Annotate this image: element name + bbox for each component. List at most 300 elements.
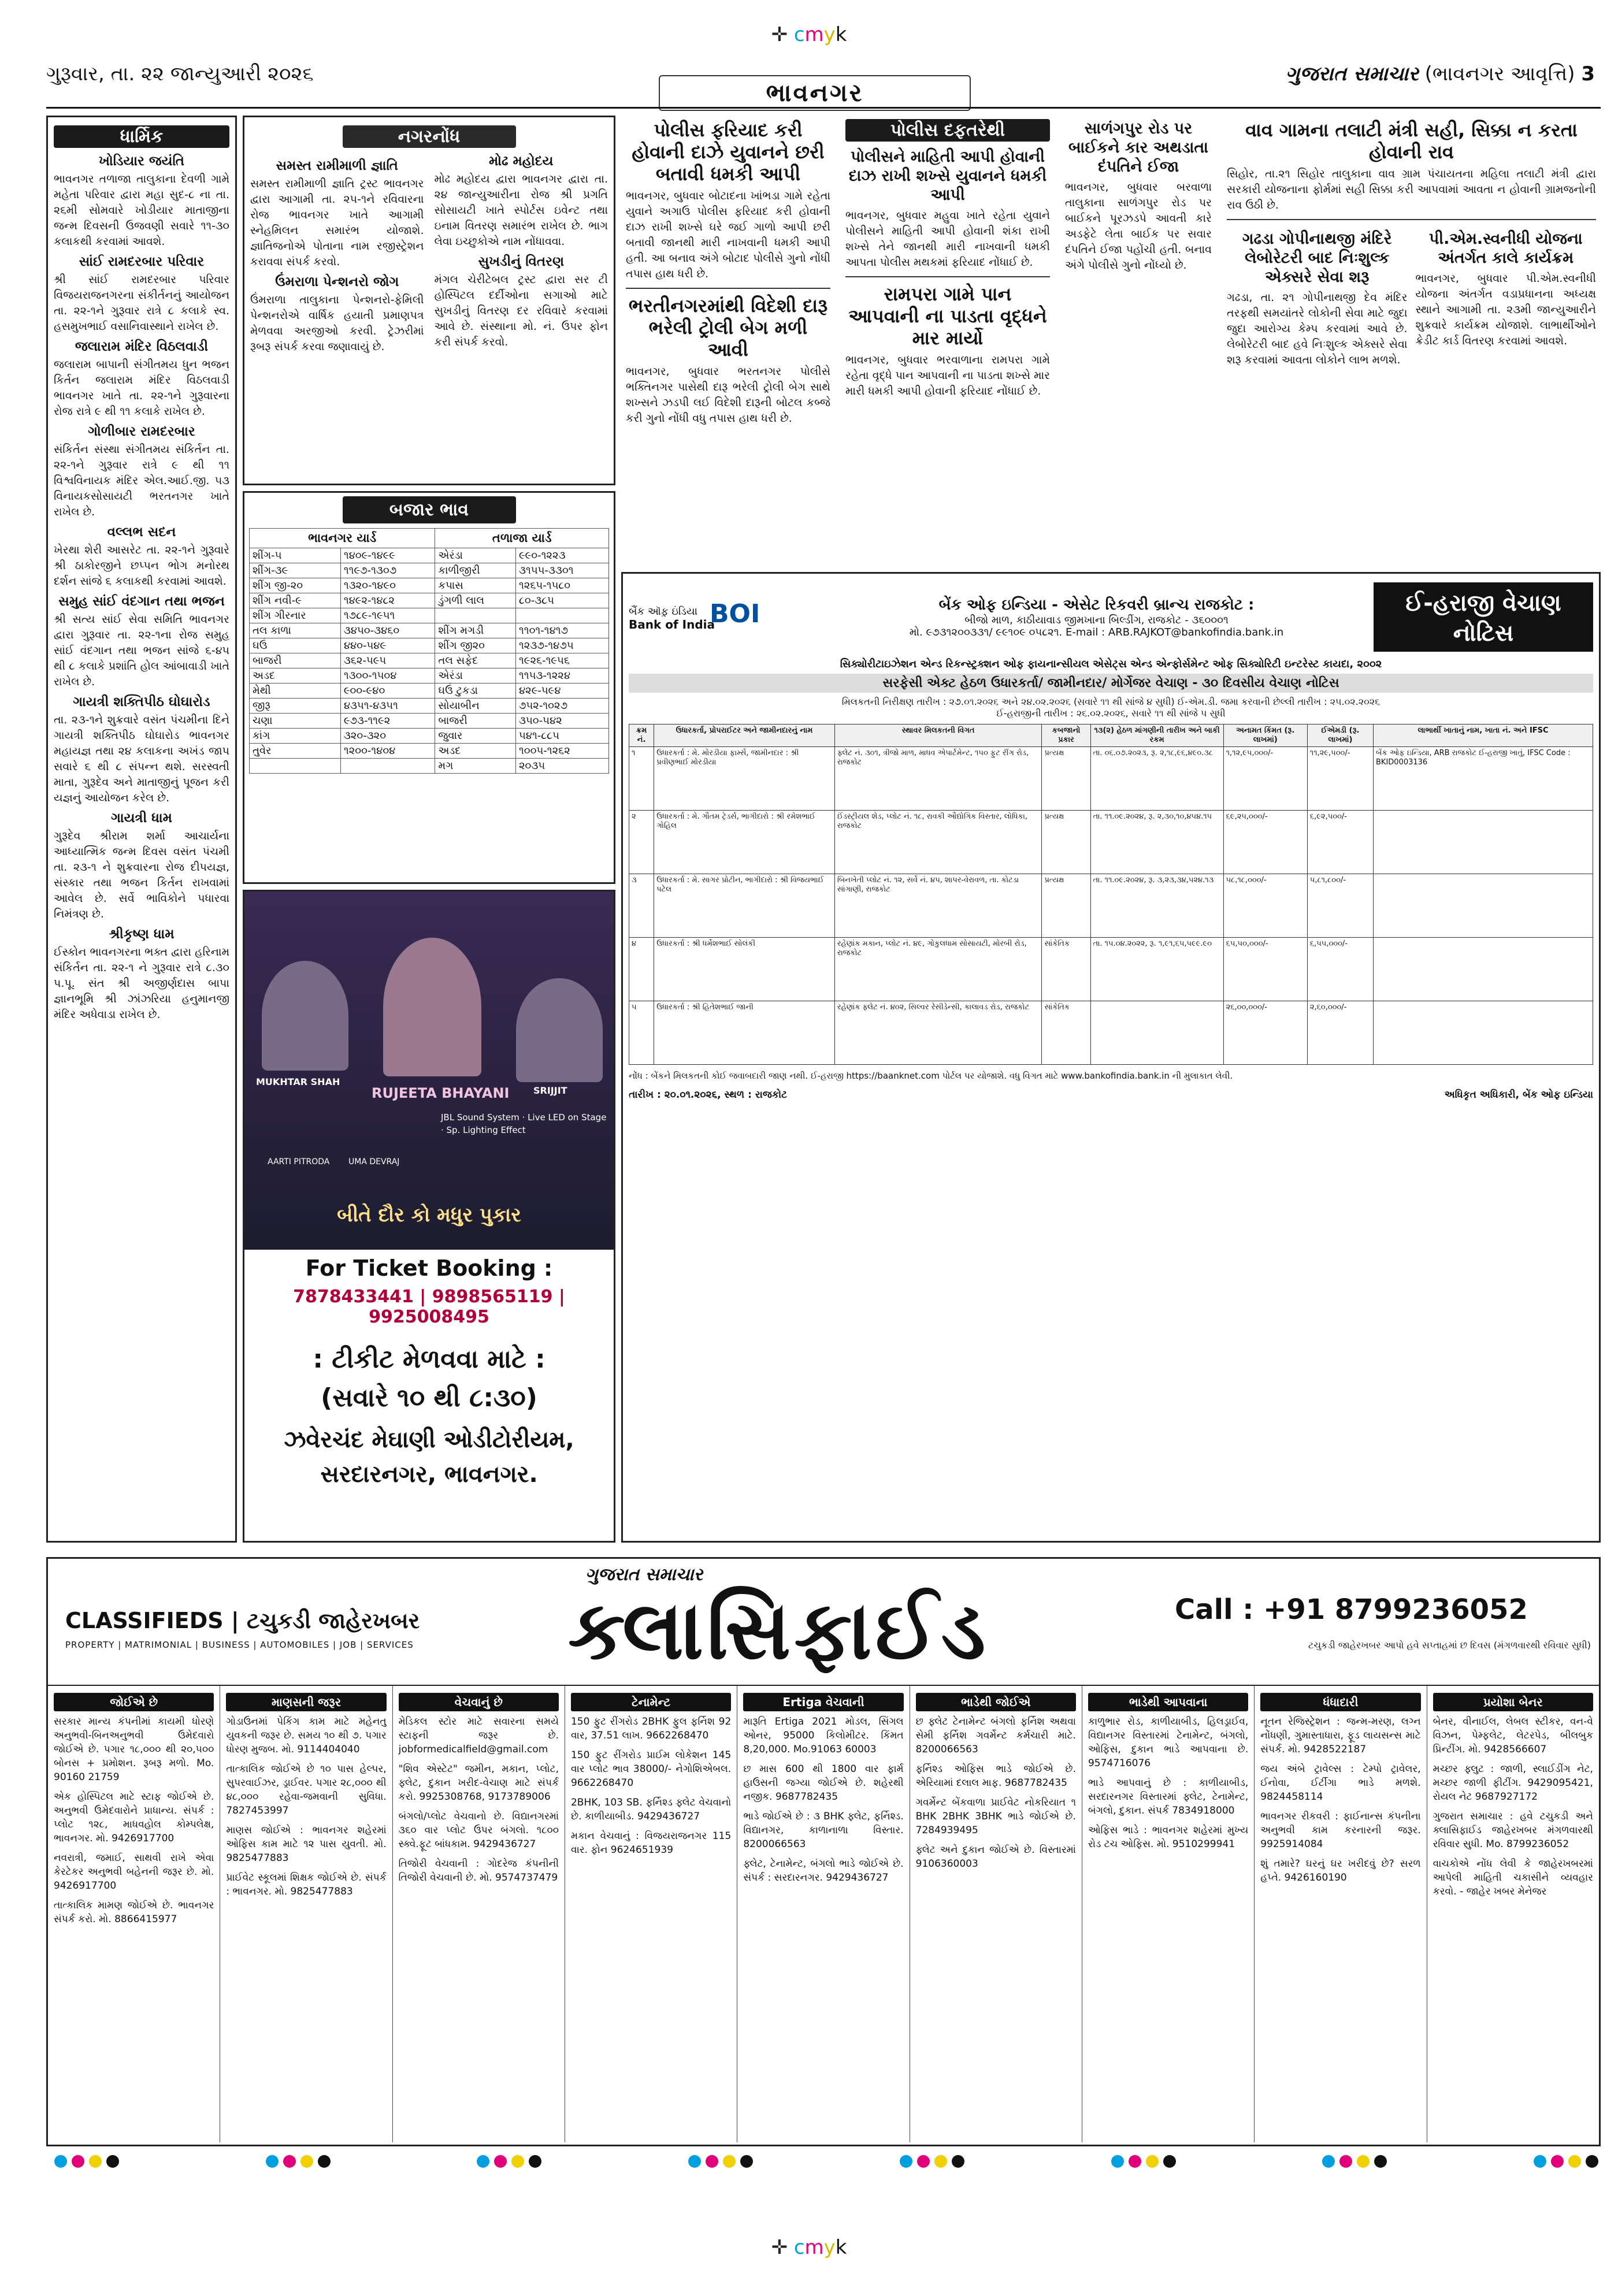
classified-column (910, 1686, 1082, 2142)
story-body: ગઢડા, તા. ૨૧ ગોપીનાથજી દેવ મંદિર તરફથી સમયાંતરે લોકોની સેવા માટે જુદા જુદા આરોગ્ય કેમ્પ કરવામાં આવે છે. લેબોરેટરી બાદ હવે નિઃશુલ્ક એક્સરે સેવા શરૂ કરવામાં આવતા લોકોને લાભ મળશે. (1227, 291, 1408, 366)
boi-table-head (629, 725, 1593, 747)
classified-heading: ધંધાદારી (1260, 1693, 1420, 1711)
nagarnondh-title: સુખડીનું વિતરણ (478, 254, 565, 269)
dot (1163, 2155, 1176, 2168)
dot (494, 2155, 507, 2168)
commodity-name: બાજરી (435, 714, 516, 729)
color-dots (264, 2155, 333, 2170)
boi-notice (621, 572, 1601, 1543)
market-row (250, 638, 609, 653)
commodity-price: ૩૨૦-૩૨૦ (340, 729, 435, 744)
boi-logo-en: Bank of India (629, 618, 715, 631)
story-body: ભાવનગર, બુધવાર પી.એમ.સ્વનીધી યોજના અંતર્ગત વડાપ્રધાનના અધ્યક્ષ સ્થાને આગામી તા. ૨૩મી જાન્યુઆરીને શુક્રવારે કાર્યક્રમ યોજાશે. લાભાર્થીઓને ક્રેડીટ કાર્ડ વિતરણ કરવામાં આવશે. (1415, 272, 1596, 347)
classifieds-title: CLASSIFIEDS | ટચુકડી જાહેરખબર (65, 1608, 420, 1633)
classified-heading: જોઈએ છે (54, 1693, 214, 1711)
market-row (250, 729, 609, 744)
commodity-price: ૩૫૦-૫૪૨ (515, 714, 608, 729)
commodity-name: શીંગ જી-૨૦ (250, 578, 341, 593)
classifieds (46, 1557, 1601, 2146)
story-body: સિહોર, તા.૨૧ સિહોર તાલુકાના વાવ ગ્રામ પંચાયતના મહિલા તલાટી મંત્રી દ્વારા સરકારી યોજનાના ફોર્મમાં સહી સિક્કા કરી આપવામાં આવતા ન હોવાની ગ્રામજનોની રાવ ઉઠી છે. (1227, 168, 1596, 211)
boi-address: બીજો માળ, કાઠીયાવાડ જીમખાના બિલ્ડીંગ, રાજકોટ - ૩૬૦૦૦૧ (964, 614, 1229, 626)
dot (511, 2155, 524, 2168)
boi-header (629, 579, 1593, 655)
classified-ad: શું તમારે? ઘરનું ઘર ખરીદવું છે? સરળ હપ્તે. 9426160190 (1260, 1858, 1421, 1883)
story-body: ભાવનગર, બુધવાર બોટાદના ખાંભડા ગામે રહેતા યુવાને અગાઉ પોલીસ ફરિયાદ કરી હોવાની દાઝ રાખી શખ્સે ઘરે જઈ ગાળો આપી છરી બતાવી જાનથી મારી નાખવાની ધમકી આપી હતી. આ બનાવ અંગે બોટાદ પોલીસે ગુનો નોંધી તપાસ હાથ ધરી છે. (626, 190, 830, 280)
commodity-price: ૧૧૦૧-૧૪૧૭ (515, 623, 608, 638)
boi-cell: ૪ (629, 938, 654, 1001)
ticket-time: (સવારે ૧૦ થી ૮:૩૦) (321, 1383, 537, 1413)
story-headline: ભરતીનગરમાંથી વિદેશી દારૂ ભરેલી ટ્રોલી બેગ મળી આવી (628, 295, 828, 361)
commodity-name: કપાસ (435, 578, 516, 593)
ticket-phones: 7878433441 | 9898565119 | 9925008495 (293, 1287, 565, 1327)
commodity-price: ૧૦૦૫-૧૨૬૨ (515, 744, 608, 759)
classified-ad: ગોડાઉનમાં પેકિંગ કામ માટે મહેનતુ યુવકની જરૂર છે. સમય ૧૦ થી ૭. પગાર ધોરણ મુજબ. મો. 9114404040 (226, 1716, 387, 1755)
commodity-price: ૧૪૯૨-૧૪૮૨ (340, 593, 435, 608)
classified-column (220, 1686, 392, 2142)
classified-heading: પ્રયોશા બેનર (1433, 1693, 1593, 1711)
classified-ad: મેડિકલ સ્ટોર માટે સવારના સમયે સ્ટાફની જરૂર છે. jobformedicalfield@gmail.com (398, 1716, 559, 1755)
commodity-name: એરંડા (435, 548, 516, 563)
ticket-line: : ટીકીટ મેળવવા માટે : (313, 1344, 545, 1374)
story-headline: વાવ ગામના તલાટી મંત્રી સહી, સિક્કા ન કરતા હોવાની રાવ (1245, 119, 1578, 163)
boi-cell: સાંકેતિક (1042, 938, 1090, 1001)
story-headline: ગઢડા ગોપીનાથજી મંદિરે લેબોરેટરી બાદ નિઃશુલ્ક એક્સરે સેવા શરૂ (1242, 230, 1392, 286)
boi-cell: તા. ૦૬.૦૭.૨૦૨૩, રૂ. ૨,૧૮,૯૬,૪૯૦.૩૮ (1090, 747, 1223, 811)
classified-heading: ભાડેથી આપવાના (1088, 1693, 1248, 1711)
dharmik-body: તા. ૨૩-૧ને શુક્રવારે વસંત પંચમીના દિને ગાયત્રી શક્તિપીઠ ઘોઘારોડ ભાવનગર મહાયજ્ઞ તથા ૨૪ કલાકના અખંડ જાપ સવારે ૬ થી ૮ સંપન્ન થશે. સરસ્વતી માતા, ગુરૂદેવ અને માતાજીનું પૂજન કરી યજ્ઞનું આયોજન કરેલ છે. (54, 714, 229, 804)
boi-cell (1090, 1001, 1223, 1065)
commodity-name: તલ સફેદ (435, 653, 516, 668)
dot (917, 2155, 930, 2168)
market-row (250, 759, 609, 774)
boi-cell: ઈંડસ્ટ્રીયલ શેડ, પ્લોટ નં. ૧૮, રાવકી ઔદ્યોગિક વિસ્તાર, લોધિકા, રાજકોટ (834, 811, 1042, 874)
registration-top (711, 23, 907, 46)
reg-c: c (793, 23, 805, 46)
boi-column-header: ૧૩(૨) હેઠળ માંગણીની તારીખ અને બાકી રકમ (1090, 725, 1223, 747)
boi-cell: ૨,૬૦,૦૦૦/- (1307, 1001, 1373, 1065)
classifieds-columns (48, 1686, 1599, 2142)
dot (1111, 2155, 1124, 2168)
boi-cell: રહેણાંક મકાન, પ્લોટ નં. ૪૯, ગોકુલધામ સોસાયટી, મોરબી રોડ, રાજકોટ (834, 938, 1042, 1001)
boi-row (629, 747, 1593, 811)
boi-cell (1374, 874, 1593, 938)
nagarnondh-body: મંગલ ચેરીટેબલ ટ્રસ્ટ દ્વારા સર ટી હોસ્પિટલ દર્દીઓના સગાઓ માટે સુખડીનું વિતરણ દર રવિવારે કરવામાં આવે છે. સંસ્થાના મો. નં. ઉપર ફોન કરી સંપર્ક કરવો. (434, 273, 608, 348)
boi-column-header: ઉધારકર્તા, પ્રોપરાઈટર અને જામીનદારનું નામ (654, 725, 835, 747)
section-title: ભાવનગર (659, 75, 971, 111)
color-dots (897, 2155, 967, 2170)
story-headline: પી.એમ.સ્વનીધી યોજના અંતર્ગત કાલે કાર્યક્રમ (1428, 230, 1583, 267)
boi-auction: ઈ-હરાજીની તારીખ : ૨૬.૦૨.૨૦૨૬, સવારે ૧૧ થી સાંજે ૫ સુધી (996, 708, 1226, 719)
edition: (ભાવનગર આવૃત્તિ) (1424, 62, 1575, 86)
story-headline: પોલીસ ફરિયાદ કરી હોવાની દાઝે યુવાનને છરી બતાવી ધમકી આપી (632, 119, 825, 185)
commodity-name: બાજરી (250, 653, 341, 668)
commodity-price: ૧૨૦૦-૧૪૦૪ (340, 744, 435, 759)
commodity-name: શીંગ નવી-૯ (250, 593, 341, 608)
classifieds-header (48, 1559, 1599, 1686)
boi-address-block (819, 596, 1374, 638)
classified-ad: "શિવ એસ્ટેટ" જમીન, મકાન, પ્લોટ, ફ્લેટ, દુકાન ખરીદ-વેચાણ માટે સંપર્ક કરો. 9925308768, 9173789006 (398, 1763, 559, 1803)
nagarnondh-body: સમસ્ત રામીમાળી જ્ઞાતિ ટ્રસ્ટ ભાવનગર દ્વારા આગામી તા. ૨૫-૧ને રવિવારના રોજ ભાવનગર ખાતે આગામી સ્નેહમિલન સમારંભ યોજાશે. જ્ઞાતિજનોએ પોતાના નામ રજીસ્ટ્રેશન કરાવવા સંપર્ક કરવો. (250, 177, 424, 268)
dharmik-body: સંકિર્તન સંસ્થા સંગીતમય સંકિર્તન તા. ૨૨-૧ને ગુરૂવાર રાત્રે ૯ થી ૧૧ વિશ્વવિનાયક મંદિર એલ.આઈ.જી. ૫૩ વિનાયકસોસાયટી ભરતનગર ખાતે રાખેલ છે. (54, 443, 229, 518)
commodity-name: સોયાબીન (435, 699, 516, 714)
commodity-price: ૨૦૩૫ (515, 759, 608, 774)
classifieds-masthead: ગુજરાત સમાચાર (585, 1565, 703, 1585)
color-bar (52, 2155, 1601, 2170)
market-row (250, 744, 609, 759)
market-rows (250, 548, 609, 774)
classified-heading: ભાડેથી જોઈએ (916, 1693, 1076, 1711)
artist-name: RUJEETA BHAYANI (372, 1085, 510, 1101)
dot (477, 2155, 489, 2168)
classified-column (48, 1686, 220, 2142)
commodity-name: તલ કાળા (250, 623, 341, 638)
classified-heading: ટેનામેન્ટ (571, 1693, 731, 1711)
dot (1339, 2155, 1352, 2168)
boi-cell: ૧૧,૨૯,૫૦૦/- (1307, 747, 1373, 811)
crosshair-icon: ✛ (771, 2236, 788, 2259)
color-dots (686, 2155, 755, 2170)
commodity-name: તુવેર (250, 744, 341, 759)
boi-cell: ૨ (629, 811, 654, 874)
dharmik-body: શ્રી સાંઈ રામદરબાર પરિવાર વિજયરાજનગરના સંકીર્તનનું આયોજન તા. ૨૨-૧ને ગુરૂવાર રાત્રે ૮ કલાકે સ્વ. હસમુખભાઈ વસાનિવાસ્થાને રાખેલ છે. (54, 273, 229, 333)
boi-cell: પ્રત્યક્ષ (1042, 811, 1090, 874)
story-headline: પોલીસને માહિતી આપી હોવાની દાઝ રાખી શખ્સે યુવાનને ધમકી આપી (848, 148, 1047, 204)
story-body: ભાવનગર, બુધવાર ભરતનગર પોલીસે ભક્તિનગર પાસેથી દારૂ ભરેલી ટ્રોલી બેગ સાથે શખ્સને ઝડપી લઈ વિદેશી દારૂની બોટલ કબ્જે કરી ગુનો નોંધી વધુ તપાસ હાથ ધરી છે. (626, 365, 830, 425)
boi-cell: તા. ૧૧.૦૯.૨૦૨૪, રૂ. ૨,૩૦,૧૦,૪૫૪.૧૫ (1090, 811, 1223, 874)
boi-cell: ઉધારકર્તા : મે. મોરડીયા ફાર્મ્સ, જામીનદાર : શ્રી પ્રવીણભાઈ મોરડીયા (654, 747, 835, 811)
dharmik-title: ગાયત્રી ધામ (111, 811, 172, 826)
header-divider (46, 107, 1601, 109)
dot (318, 2155, 331, 2168)
commodity-name: શીંગ-૩૯ (250, 563, 341, 578)
crosshair-icon: ✛ (771, 23, 788, 46)
boi-notice-title: ઈ-હરાજી વેચાણ નોટિસ (1374, 582, 1593, 652)
commodity-price: ૯૭૩-૧૧૯૨ (340, 714, 435, 729)
commodity-name: ઘઉં (250, 638, 341, 653)
market-row (250, 578, 609, 593)
classified-ad: બેનર, વીનાઈલ, લેબલ સ્ટીકર, વન-વે વિઝન, પેમ્ફલેટ, લેટરપેડ, બીલબુક પ્રિન્ટીંગ. મો. 9428566607 (1433, 1716, 1593, 1755)
color-dots (1320, 2155, 1389, 2170)
classified-ad: ગુજરાત સમાચાર : હવે ટચુકડી અને ક્લાસિફાઈડ જાહેરખબર મંગળવારથી રવિવાર સુધી. Mo. 8799236052 (1433, 1811, 1593, 1850)
boi-row (629, 938, 1593, 1001)
nagarnondh-columns (250, 154, 608, 355)
boi-subtitle: સરફેસી એક્ટ હેઠળ ઉધારકર્તા/ જામીનદાર/ મોર્ગેજર વેચાણ - ૩૦ દિવસીય વેચાણ નોટિસ (629, 674, 1593, 693)
boi-cell (1374, 811, 1593, 874)
boi-cell: ઉધારકર્તા : મે. સાગર પ્રોટીન, ભાગીદારો : શ્રી વિજયભાઈ પટેલ (654, 874, 835, 938)
classified-ad: 150 ફુટ રીંગરોડ પ્રાઈમ લોકેશન 145 વાર પ્લોટ ભાવ 38000/- નેગોશિએબલ. 9662268470 (570, 1749, 732, 1789)
classified-ad: તાત્કાલિક મામણ જોઈએ છે. ભાવનગર સંપર્ક કરો. મો. 8866415977 (54, 1900, 214, 1925)
boi-cell: સાંકેતિક (1042, 1001, 1090, 1065)
boi-cell: ૫,૮૧,૮૦૦/- (1307, 874, 1373, 938)
commodity-name: ચણા (250, 714, 341, 729)
classified-column (1427, 1686, 1599, 2142)
ticket-venue: ઝવેરચંદ મેઘાણી ઓડીટોરીયમ, (284, 1426, 574, 1453)
commodity-price: ૯૯૦-૧૨૨૩ (515, 548, 608, 563)
classified-column (737, 1686, 909, 2142)
artist-photo (383, 938, 481, 1076)
boi-cell: ફ્લેટ નં. ૩૦૧, ત્રીજો માળ, માધવ એપાર્ટમેન્ટ, ૧૫૦ ફુટ રીંગ રોડ, રાજકોટ (834, 747, 1042, 811)
classified-column (1082, 1686, 1254, 2142)
market-row (250, 623, 609, 638)
boi-table-body (629, 747, 1593, 1065)
market-table (249, 528, 609, 774)
commodity-name: એરંડા (435, 668, 516, 683)
market-row (250, 593, 609, 608)
boi-column-header: કબજાનો પ્રકાર (1042, 725, 1090, 747)
classified-ad: નવરાત્રી, જમાઈ, સાથવી રાખે એવા કેરટેકર અનુભવી બહેનની જરૂર છે. મો. 9426917700 (54, 1852, 214, 1892)
classified-ad: કાળુભાર રોડ, કાળીયાબીડ, હિલડ્રાઈવ, વિદ્યાનગર વિસ્તારમાં ટેનામેન્ટ, બંગલો, ઓફિસ, દુકાન ભાડે આપવાના છે. 9574716076 (1088, 1716, 1249, 1769)
classified-column (1254, 1686, 1426, 2142)
boi-row (629, 874, 1593, 938)
artist-name: UMA DEVRAJ (348, 1157, 400, 1166)
boi-cell: ઉધારકર્તા : શ્રી ધર્મેશભાઈ સોલંકી (654, 938, 835, 1001)
classified-ad: પ્રાઈવેટ સ્કૂલમાં શિક્ષક જોઈએ છે. સંપર્ક : ભાવનગર. મો. 9825477883 (226, 1872, 387, 1897)
commodity-name: અડદ (435, 744, 516, 759)
boi-cell: ૬૫,૫૦,૦૦૦/- (1223, 938, 1307, 1001)
market-row (250, 653, 609, 668)
boi-inspection: મિલકતની નિરીક્ષણ તારીખ : ૨૭.૦૧.૨૦૨૬ અને ૨૪.૦૨.૨૦૨૬ (સવારે ૧૧ થી સાંજે ૪ સુધી) ઈ-એમ.ડી. જમા કરવાની છેલ્લી તારીખ : ૨૫.૦૨.૨૦૨૬ (841, 696, 1381, 707)
boi-column-header: સ્થાવર મિલકતની વિગત (834, 725, 1042, 747)
dot (740, 2155, 753, 2168)
boi-column-header: લાભાર્થી ખાતાનું નામ, ખાતા નં. અને IFSC (1374, 725, 1593, 747)
dot (1534, 2155, 1546, 2168)
police-heading: પોલીસ દફતરેથી (845, 119, 1050, 142)
divider (626, 288, 830, 289)
ticket-title: For Ticket Booking : (305, 1255, 553, 1281)
dot (1551, 2155, 1564, 2168)
market-row (250, 714, 609, 729)
story-column-2 (841, 116, 1055, 566)
market-row (250, 668, 609, 683)
dot (900, 2155, 912, 2168)
boi-cell: તા. ૧૧.૦૯.૨૦૨૪, રૂ. ૩,૨૩,૩૪,૫૨૪.૧૩ (1090, 874, 1223, 938)
registration-bottom (711, 2236, 907, 2259)
dharmik-title: સમુહ સાંઈ વંદગાન તથા ભજન (58, 594, 225, 609)
boi-cell: ઉધારકર્તા : મે. ગૌતમ ટ્રેડર્સ, ભાગીદારો : શ્રી રમેશભાઈ ગોહિલ (654, 811, 835, 874)
boi-cell: ૬૯,૨૫,૦૦૦/- (1223, 811, 1307, 874)
classified-ad: મકાન વેચવાનું : વિજયરાજનગર 115 વાર. ફોન 9624651939 (570, 1830, 732, 1856)
boi-cell: પ્રત્યક્ષ (1042, 747, 1090, 811)
classified-ad: માણસ જોઈએ : ભાવનગર શહેરમાં ઓફિસ કામ માટે ૧૨ પાસ યુવતી. મો. 9825477883 (226, 1825, 387, 1864)
boi-cell: રહેણાંક ફ્લેટ નં. ૪૦૨, સિલ્વર રેસીડેન્સી, કાલાવડ રોડ, રાજકોટ (834, 1001, 1042, 1065)
classified-ad: બંગલો/પ્લોટ વેચવાનો છે. વિદ્યાનગરમાં ૩૬૦ વાર પ્લોટ ઉપર બંગલો. ૧૮૦૦ સ્ક્વે.ફૂટ બાંધકામ. 9429436727 (398, 1811, 559, 1850)
dharmik-title: વલ્લભ સદન (107, 525, 176, 540)
boi-logo (629, 599, 819, 631)
classified-column (565, 1686, 737, 2142)
artist-photo (262, 961, 348, 1071)
dot (1357, 2155, 1370, 2168)
dot (529, 2155, 541, 2168)
dharmik-body: ખેરથા શેરી આસરેટ તા. ૨૨-૧ને ગુરૂવારે શ્રી ઠાકોરજીને છપ્પન ભોગ મનોરથ દર્શન સાંજે ૬ કલાકથી કરવામાં આવશે. (54, 544, 229, 588)
dharmik-column (46, 116, 237, 1543)
commodity-price (515, 608, 608, 623)
boi-cell: ૧,૧૨,૯૫,૦૦૦/- (1223, 747, 1307, 811)
dharmik-title: ગાયત્રી શક્તિપીઠ ઘોઘારોડ (73, 694, 210, 709)
artist-name: MUKHTAR SHAH (256, 1076, 340, 1087)
commodity-name: મેથી (250, 683, 341, 699)
boi-act: સિક્યોરીટાઇઝેશન એન્ડ રિકન્સ્ટ્રક્શન ઓફ ફાયનાન્સીયલ એસેટ્સ એન્ડ એન્ફોર્સમેન્ટ ઓફ સિક્યોરિટી ઇન્ટરેસ્ટ કાયદા, ૨૦૦૨ (840, 658, 1382, 670)
story-column-3 (1060, 116, 1216, 566)
commodity-price: ૫૪૧-૮૮૫ (515, 729, 608, 744)
market-row (250, 563, 609, 578)
boi-table (629, 724, 1593, 1065)
bajar-bhav-box (243, 491, 615, 884)
classifieds-big-title: ક્લાસિફાઈડ (568, 1584, 989, 1678)
boi-cell: ઉધારકર્તા : શ્રી હિતેશભાઈ જાની (654, 1001, 835, 1065)
yard-right-title: તળાજા યાર્ડ (435, 529, 609, 548)
commodity-price: ૩૪૫૦-૩૪૬૦ (340, 623, 435, 638)
dot (952, 2155, 964, 2168)
artist-name: SRIJJIT (533, 1085, 567, 1096)
dot (1322, 2155, 1335, 2168)
classified-ad: ફ્લેટ, ટેનામેન્ટ, બંગલો ભાડે જોઈએ છે. સંપર્ક : સરદારનગર. 9429436727 (743, 1858, 904, 1883)
dharmik-body: શ્રી સત્ય સાંઈ સેવા સમિતિ ભાવનગર દ્વારા ગુરૂવાર તા. ૨૨-૧ના રોજ સમુહ સાંઈ વંદગાન તથા ભજન સાંજે ૬-૪૫ થી ૮ કલાકે પ્રશાંતિ હોલ આંબાવાડી ખાતે રાખેલ છે. (54, 613, 229, 688)
classified-ad: તિજોરી વેચવાની : ગોદરેજ કંપનીની તિજોરી વેચવાની છે. મો. 9574737479 (398, 1858, 559, 1883)
commodity-name: ઘઉં ટુકડા (435, 683, 516, 699)
boi-cell: ૫૮,૧૮,૦૦૦/- (1223, 874, 1307, 938)
commodity-name: કાંગ (250, 729, 341, 744)
commodity-price: ૧૨૬૫-૧૫૮૦ (515, 578, 608, 593)
classified-ad: નૂતન રેજિસ્ટ્રેશન : જન્મ-મરણ, લગ્ન નોંધણી, ગુમાસ્તાધારા, ફૂડ લાયસન્સ માટે સંપર્ક. મો. 9428522187 (1260, 1716, 1421, 1755)
dot (54, 2155, 67, 2168)
dot (1374, 2155, 1387, 2168)
boi-column-header: ઈએમડી (રૂ. લાખમાં) (1307, 725, 1373, 747)
classifieds-call-note: ટચુકડી જાહેરખબર આપો હવે સપ્તાહમાં છ દિવસ (મંગળવારથી રવિવાર સુધી) (1308, 1640, 1591, 1651)
reg-c: c (793, 2236, 805, 2259)
commodity-name (250, 759, 341, 774)
event-tagline: બીતે દૌર કો મધુર પુકાર (337, 1203, 521, 1227)
story-block (1227, 226, 1408, 368)
market-row (250, 548, 609, 563)
dot (72, 2155, 84, 2168)
dharmik-title: શ્રીકૃષ્ણ ધામ (109, 927, 175, 942)
classified-heading: માણસની જરૂર (226, 1693, 386, 1711)
dharmik-body: જલારામ બાપાની સંગીતમય ધુન ભજન કિર્તન જલારામ મંદિર વિઠલવાડી ભાવનગર ખાતે તા. ૨૨-૧ને ગુરૂવારના રોજ રાત્રે ૯ થી ૧૧ કલાકે રાખેલ છે. (54, 358, 229, 418)
nagarnondh-title: મોઢ મહોદય (489, 154, 554, 169)
story-body: ભાવનગર, બુધવાર મહુવા ખાતે રહેતા યુવાને પોલીસને માહિતી આપી હોવાની શંકા રાખી શખ્સે તેને જાનથી મારી નાખવાની ધમકી આપતા પોલીસ મથકમાં ફરિયાદ નોંધાઈ છે. (845, 209, 1050, 269)
story-body: ભાવનગર, બુધવાર બરવાળા તાલુકાના સાળંગપુર રોડ પર બાઈકને પૂરઝડપે આવતી કારે અડફેટે લેતા બાઈક પર સવાર દંપતિને ઈજા પહોંચી હતી. બનાવ અંગે પોલીસે ગુનો નોંધ્યો છે. (1065, 181, 1212, 272)
commodity-price: ૧૩૦૦-૧૫૦૪ (340, 668, 435, 683)
classified-ad: ફ્લેટ અને દુકાન જોઈએ છે. વિસ્તારમાં 9106360003 (915, 1844, 1076, 1870)
boi-logo-abbr: BOI (710, 599, 760, 629)
story-block (1416, 226, 1597, 368)
nagarnondh-body: મોઢ મહોદય દ્વારા ભાવનગર દ્વારા તા. ૨૪ જાન્યુઆરીના રોજ શ્રી પ્રગતિ સોસાયટી ખાતે સ્પોર્ટસ ઇવેન્ટ તથા ઇનામ વિતરણ સમારંભ રાખેલ છે. ભાગ લેવા ઇચ્છુકોએ નામ નોંધાવવા. (434, 173, 608, 248)
classified-ad: 2BHK, 103 SB. ફર્નિશ્ડ ફ્લેટ વેચવાનો છે. કાળીયાબીડ. 9429436727 (570, 1797, 732, 1822)
boi-cell: બેંક ઓફ ઇન્ડિયા, ARB રાજકોટ ઈ-હરાજી ખાતું, IFSC Code : BKID0003136 (1374, 747, 1593, 811)
reg-m: m (804, 2236, 824, 2259)
commodity-price: ૪૪૦-૫૪૯ (340, 638, 435, 653)
color-dots (52, 2155, 121, 2170)
story-column-4 (1222, 116, 1601, 566)
commodity-price: ૮૦-૩૮૫ (515, 593, 608, 608)
classified-ad: ગવર્મેન્ટ બેંકવાળા પ્રાઈવેટ નોકરિયાત ૧ BHK 2BHK 3BHK ભાડે જોઈએ છે. 7284939495 (915, 1797, 1076, 1836)
commodity-name: શીંગ-૫ (250, 548, 341, 563)
classified-ad: વાચકોએ નોંધ લેવી કે જાહેરખબરમાં આપેલી માહિતી ચકાસીને વ્યવહાર કરવો. - જાહેર ખબર મેનેજર (1433, 1858, 1593, 1897)
boi-contact: મો. ૯૭૩૧૨૦૦૩૩૧/ ૯૯૧૦૯ ૦૫૮૨૧. E-mail : ARB.RAJKOT@bankofindia.bank.in (909, 626, 1284, 638)
dharmik-title: ખોડિયાર જયંતિ (99, 154, 184, 169)
commodity-price: ૭૫૨-૧૦૨૭ (515, 699, 608, 714)
divider (845, 276, 1050, 277)
boi-bank-name: બેંક ઓફ ઇન્ડિયા - એસેટ રિકવરી બ્રાન્ચ રાજકોટ : (938, 596, 1255, 614)
reg-k: k (835, 23, 847, 46)
page-date: ગુરૂવાર, તા. ૨૨ જાન્યુઆરી ૨૦૨૬ (46, 62, 314, 86)
boi-row (629, 1001, 1593, 1065)
classified-ad: ભાડે આપવાનું છે : કાળીયાબીડ, સરદારનગર વિસ્તારમાં ફ્લેટ, ટેનામેન્ટ, બંગલો, દુકાન. સંપર્ક 7834918000 (1088, 1777, 1249, 1816)
classified-ad: ભાવનગર રીકવરી : ફાઈનાન્સ કંપનીના અનુભવી કામ કરનારની જરૂર. 9925914084 (1260, 1811, 1421, 1850)
commodity-price: ૪૨૯-૫૯૪ (515, 683, 608, 699)
story-pair (1227, 226, 1596, 368)
commodity-price: ૩૧૫૫-૩૩૦૧ (515, 563, 608, 578)
nagarnondh-box (243, 116, 615, 485)
commodity-name: શીંગ જી૨૦ (435, 638, 516, 653)
event-ad (243, 890, 615, 1543)
reg-y: y (823, 23, 836, 46)
dharmik-title: સાંઈ રામદરબાર પરિવાર (79, 254, 205, 269)
boi-column-header: અનામત કિંમત (રૂ. લાખમાં) (1223, 725, 1307, 747)
classified-ad: તાત્કાલિક જોઈએ છે ૧૦ પાસ હેલ્પર, સુપરવાઈઝર, ડ્રાઈવર. પગાર ૨૮,૦૦૦ થી ૪૮,૦૦૦ રહેવા-જમવાની સુવિધા. 7827453997 (226, 1763, 387, 1816)
market-row (250, 608, 609, 623)
color-dots (1109, 2155, 1178, 2170)
classified-ad: છ માસ 600 થી 1800 વાર ફાર્મ હાઉસની જગ્યા જોઈએ છે. શહેરથી નજીક. 9687782435 (743, 1763, 904, 1803)
classified-heading: વેચવાનું છે (399, 1693, 559, 1711)
dot (706, 2155, 718, 2168)
ticket-panel (244, 1250, 614, 1543)
reg-k: k (835, 2236, 847, 2259)
dot (1146, 2155, 1159, 2168)
dharmik-body: ભાવનગર તળાજા તાલુકાના દેવળી ગામે મહેતા પરિવાર દ્વારા મહા સુદ-૮ ના તા. ૨૬મી સોમવારે ખોડીયાર માતાજીના જન્મ દિવસની ઉજવણી સવારે ૧૧-૩૦ કલાકથી કરવામાં આવશે. (54, 173, 229, 248)
classified-heading: Ertiga વેચવાની (743, 1693, 903, 1711)
classifieds-call: Call : +91 8799236052 (1175, 1593, 1528, 1626)
boi-cell: ૩ (629, 874, 654, 938)
dot (723, 2155, 736, 2168)
dharmik-title: ગોળીબાર રામદરબાર (88, 424, 195, 439)
commodity-price: ૧૩૨૦-૧૪૯૦ (340, 578, 435, 593)
dharmik-title: જલારામ મંદિર વિઠલવાડી (75, 339, 209, 354)
ticket-city: સરદારનગર, ભાવનગર. (320, 1461, 538, 1488)
boi-cell (1374, 1001, 1593, 1065)
commodity-name: જીરૂ (250, 699, 341, 714)
commodity-price: ૪૩૫૧-૪૩૫૧ (340, 699, 435, 714)
classified-ad: 150 ફુટ રીંગરોડ 2BHK ફુલ ફર્નિશ 92 વાર, 37.51 લાખ. 9662268470 (570, 1716, 732, 1741)
market-row (250, 699, 609, 714)
classifieds-title-en: CLASSIFIEDS (65, 1608, 224, 1633)
reg-m: m (804, 23, 824, 46)
boi-cell: બિનખેતી પ્લોટ નં. ૧૨, સર્વે નં. ૪૫, શાપર-વેરાવળ, તા. કોટડા સાંગાણી, રાજકોટ (834, 874, 1042, 938)
classified-ad: જય અંબે ટ્રાવેલ્સ : ટેમ્પો ટ્રાવેલર, ઈનોવા, ઈર્ટીગા ભાડે મળશે. 9824458114 (1260, 1763, 1421, 1803)
event-features: JBL Sound System · Live LED on Stage · Sp. Lighting Effect (441, 1112, 607, 1135)
classifieds-title-gu: ટચુકડી જાહેરખબર (247, 1608, 420, 1633)
classified-ad: ફર્નિશ્ડ ઓફિસ ભાડે જોઈએ છે. એરિયામાં દલાલ માફ. 9687782435 (915, 1763, 1076, 1789)
classified-ad: સરકાર માન્ય કંપનીમાં કાયમી ધોરણે અનુભવી-બિનઅનુભવી ઉમેદવારો જોઈએ છે. પગાર ૧૮,૦૦૦ થી ૨૦,૫૦૦ બોનસ + પ્રમોશન. રૂબરૂ મળો. Mo. 90160 21759 (54, 1716, 214, 1783)
dot (688, 2155, 701, 2168)
classified-column (392, 1686, 565, 2142)
commodity-price: ૧૧૫૩-૧૨૨૪ (515, 668, 608, 683)
commodity-price: ૧૧૯૭-૧૩૦૭ (340, 563, 435, 578)
story-headline: રામપરા ગામે પાન આપવાની ના પાડતા વૃદ્ધને માર માર્યો (848, 283, 1047, 349)
color-dots (1531, 2155, 1601, 2170)
boi-cell: પ્રત્યક્ષ (1042, 874, 1090, 938)
dot (283, 2155, 296, 2168)
boi-date-place: તારીખ : ૨૦.૦૧.૨૦૨૬, સ્થળ : રાજકોટ (629, 1089, 788, 1101)
dharmik-heading: ધાર્મિક (54, 125, 229, 148)
yard-left-title: ભાવનગર યાર્ડ (250, 529, 435, 548)
commodity-name: અડદ (250, 668, 341, 683)
boi-cell (1374, 938, 1593, 1001)
commodity-price: ૯૦૦-૯૪૦ (340, 683, 435, 699)
nagarnondh-title: સમસ્ત રામીમાળી જ્ઞાતિ (276, 158, 398, 173)
masthead-block (1225, 62, 1595, 86)
classifieds-categories: PROPERTY | MATRIMONIAL | BUSINESS | AUTOMOBILES | JOB | SERVICES (65, 1640, 414, 1650)
